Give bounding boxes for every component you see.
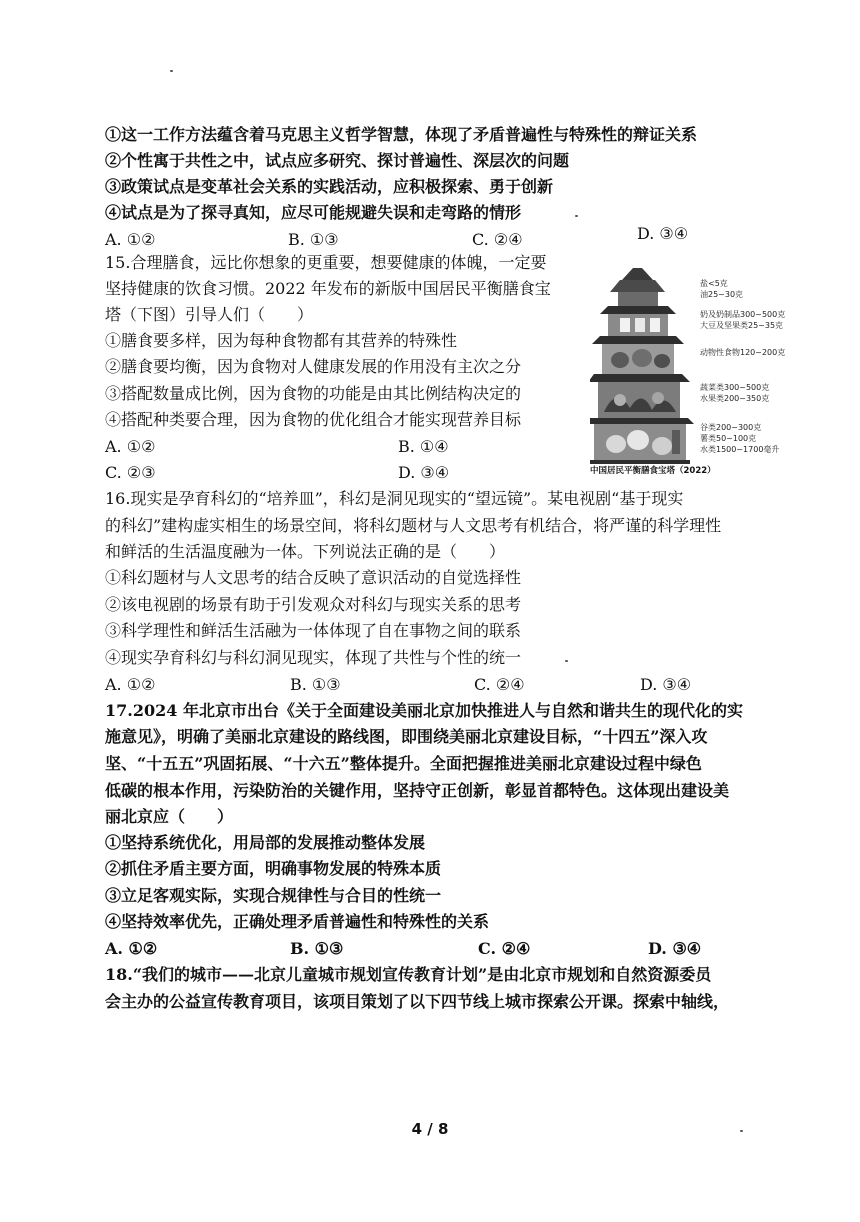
q15-option-a: A. ①② bbox=[105, 437, 156, 456]
q14-option-d: D. ③④ bbox=[637, 224, 689, 243]
q16-option-c: C. ②④ bbox=[474, 675, 525, 694]
q15-stem-line-2: 坚持健康的饮食习惯。2022 年发布的新版中国居民平衡膳食宝 bbox=[105, 279, 551, 298]
q16-statement-4: ④现实孕育科幻与科幻洞见现实，体现了共性与个性的统一 bbox=[105, 648, 522, 667]
pagoda-tier-grains bbox=[590, 424, 690, 464]
q17-stem-line-4: 低碳的根本作用，污染防治的关键作用，坚持守正创新，彰显首都特色。这体现出建设美 bbox=[105, 781, 730, 800]
pagoda-tier-vegetables bbox=[590, 382, 694, 424]
scan-speck bbox=[170, 70, 173, 72]
q17-statement-1: ①坚持系统优化，用局部的发展推动整体发展 bbox=[105, 833, 426, 852]
q17-option-a: A. ①② bbox=[105, 939, 158, 958]
q17-statement-3: ③立足客观实际，实现合规律性与合目的性统一 bbox=[105, 886, 442, 905]
label-tubers: 薯类50~100克 bbox=[700, 434, 757, 443]
label-grains: 谷类200~300克 bbox=[700, 423, 762, 432]
q16-statement-3: ③科学理性和鲜活生活融为一体体现了自在事物之间的联系 bbox=[105, 621, 522, 640]
label-water: 水类1500~1700毫升 bbox=[700, 445, 780, 454]
q17-stem-line-3: 坚、“十五五”巩固拓展、“十六五”整体提升。全面把握推进美丽北京建设过程中绿色 bbox=[105, 754, 702, 773]
q16-stem-line-3: 和鲜活的生活温度融为一体。下列说法正确的是（ ） bbox=[105, 542, 506, 561]
q16-option-d: D. ③④ bbox=[640, 675, 692, 694]
label-soy: 大豆及坚果类25~35克 bbox=[700, 321, 784, 330]
q14-option-b: B. ①③ bbox=[288, 230, 339, 249]
q16-option-a: A. ①② bbox=[105, 675, 156, 694]
scan-speck bbox=[575, 215, 578, 217]
pagoda-labels bbox=[700, 278, 785, 454]
label-vegetables: 蔬菜类300~500克 bbox=[700, 383, 770, 392]
q18-stem-line-2: 会主办的公益宣传教育项目，该项目策划了以下四节线上城市探索公开课。探索中轴线， bbox=[105, 992, 730, 1011]
q17-option-d: D. ③④ bbox=[648, 939, 702, 958]
q17-option-b: B. ①③ bbox=[290, 939, 344, 958]
pagoda-tier-animal bbox=[590, 344, 690, 382]
q14-option-c: C. ②④ bbox=[472, 230, 523, 249]
q15-option-b: B. ①④ bbox=[398, 437, 449, 456]
page-number: 4 / 8 bbox=[411, 1120, 449, 1138]
label-fruit: 水果类200~350克 bbox=[700, 394, 770, 403]
q15-option-c: C. ②③ bbox=[105, 463, 156, 482]
label-dairy: 奶及奶制品300~500克 bbox=[700, 310, 786, 319]
pagoda-tier-dairy bbox=[592, 314, 684, 344]
q14-statement-4: ④试点是为了探寻真知，应尽可能规避失误和走弯路的情形 bbox=[105, 203, 522, 222]
q14-statement-2: ②个性寓于共性之中，试点应多研究、探讨普遍性、深层次的问题 bbox=[105, 151, 570, 170]
q17-option-c: C. ②④ bbox=[478, 939, 531, 958]
q16-stem-line-2: 的科幻”建构虚实相生的场景空间，将科幻题材与人文思考有机结合，将严谨的科学理性 bbox=[105, 516, 722, 535]
q14-option-a: A. ①② bbox=[105, 230, 156, 249]
q17-stem-line-2: 施意见》，明确了美丽北京建设的路线图，即围绕美丽北京建设目标，“十四五”深入攻 bbox=[105, 727, 708, 746]
food-pagoda-figure bbox=[590, 262, 815, 477]
label-animal: 动物性食物120~200克 bbox=[700, 348, 786, 357]
scan-speck bbox=[565, 660, 568, 662]
q15-option-d: D. ③④ bbox=[398, 463, 450, 482]
label-salt: 盐<5克 bbox=[700, 279, 728, 288]
q17-statement-4: ④坚持效率优先，正确处理矛盾普遍性和特殊性的关系 bbox=[105, 912, 490, 931]
q17-statement-2: ②抓住矛盾主要方面，明确事物发展的特殊本质 bbox=[105, 859, 442, 878]
q15-statement-3: ③搭配数量成比例，因为食物的功能是由其比例结构决定的 bbox=[105, 384, 522, 403]
q14-statement-3: ③政策试点是变革社会关系的实践活动，应积极探索、勇于创新 bbox=[105, 177, 554, 196]
q15-statement-1: ①膳食要多样，因为每种食物都有其营养的特殊性 bbox=[105, 331, 458, 350]
label-oil: 油25~30克 bbox=[700, 290, 744, 299]
scan-speck bbox=[740, 1130, 743, 1132]
q18-stem-line-1: 18.“我们的城市——北京儿童城市规划宣传教育计划”是由北京市规划和自然资源委员 bbox=[105, 965, 712, 984]
q15-statement-2: ②膳食要均衡，因为食物对人健康发展的作用没有主次之分 bbox=[105, 357, 522, 376]
q15-statement-4: ④搭配种类要合理，因为食物的优化组合才能实现营养目标 bbox=[105, 410, 522, 429]
q15-stem-line-1: 15.合理膳食，远比你想象的更重要，想要健康的体魄，一定要 bbox=[105, 253, 547, 272]
q16-option-b: B. ①③ bbox=[290, 675, 341, 694]
pagoda-caption: 中国居民平衡膳食宝塔（2022） bbox=[590, 466, 716, 476]
q16-stem-line-1: 16.现实是孕育科幻的“培养皿”，科幻是洞见现实的“望远镜”。某电视剧“基于现实 bbox=[105, 489, 684, 508]
q17-stem-line-1: 17.2024 年北京市出台《关于全面建设美丽北京加快推进人与自然和谐共生的现代化的实 bbox=[105, 701, 743, 720]
pagoda-roof bbox=[600, 268, 676, 314]
q16-statement-2: ②该电视剧的场景有助于引发观众对科幻与现实关系的思考 bbox=[105, 595, 522, 614]
q17-stem-line-5: 丽北京应（ ） bbox=[105, 807, 234, 826]
q16-statement-1: ①科幻题材与人文思考的结合反映了意识活动的自觉选择性 bbox=[105, 568, 522, 587]
q15-stem-line-3: 塔（下图）引导人们（ ） bbox=[105, 305, 314, 324]
q14-statement-1: ①这一工作方法蕴含着马克思主义哲学智慧，体现了矛盾普遍性与特殊性的辩证关系 bbox=[105, 125, 698, 144]
